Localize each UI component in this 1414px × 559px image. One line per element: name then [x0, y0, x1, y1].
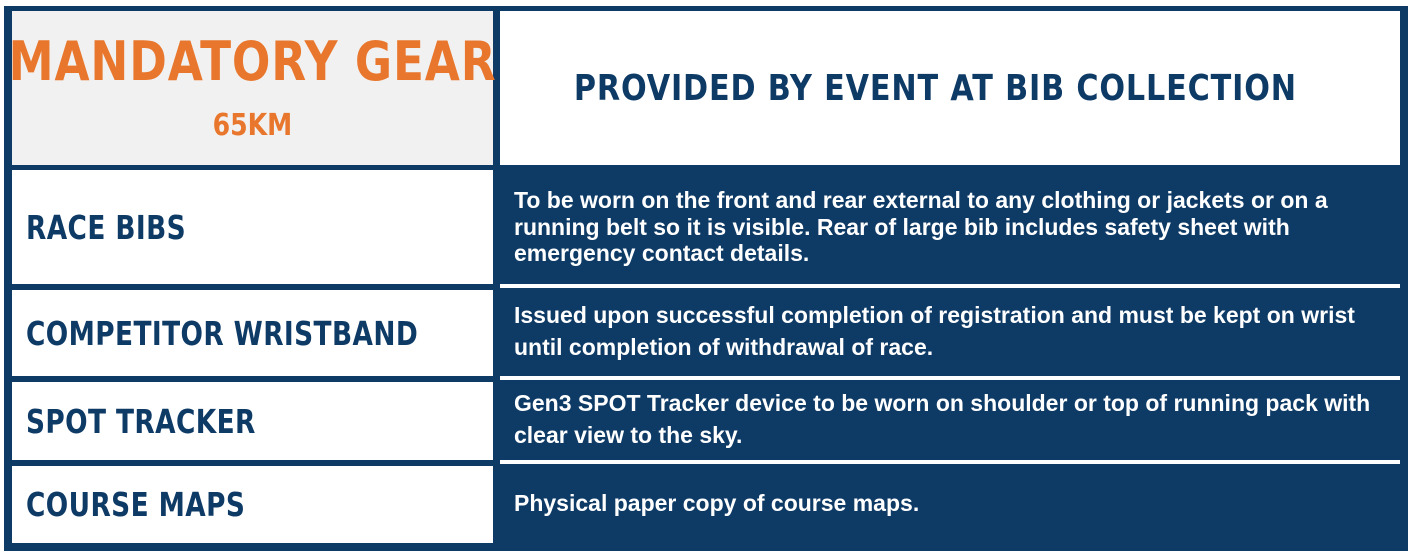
row-label-race-bibs	[12, 170, 493, 284]
row-desc-race-bibs	[500, 170, 1400, 284]
row-label-competitor-wristband	[12, 290, 493, 376]
item-description: Gen3 SPOT Tracker device to be worn on shoulder or top of running pack with clear view to the sky.	[514, 390, 1371, 448]
row-label-spot-tracker	[12, 382, 493, 460]
row-desc-spot-tracker	[500, 380, 1400, 460]
item-label: COMPETITOR WRISTBAND	[26, 313, 419, 353]
item-description: To be worn on the front and rear external to any clothing or jackets or on a running belt so it is visible. Rear of large bib includes safety sheet with emergency contact details.	[514, 186, 1328, 267]
mandatory-gear-header	[8, 11, 497, 165]
gear-table	[4, 6, 1408, 551]
distance-label: 65KM	[212, 108, 293, 143]
item-description: Physical paper copy of course maps.	[514, 490, 920, 517]
item-label: COURSE MAPS	[26, 485, 246, 524]
table-title: MANDATORY GEAR	[8, 30, 497, 93]
row-label-course-maps	[12, 466, 493, 543]
provided-header	[500, 11, 1400, 165]
row-desc-course-maps	[500, 464, 1400, 543]
item-label: RACE BIBS	[26, 207, 187, 247]
provided-heading: PROVIDED BY EVENT AT BIB COLLECTION	[573, 67, 1297, 109]
row-desc-competitor-wristband	[500, 288, 1400, 376]
item-label: SPOT TRACKER	[26, 401, 256, 441]
item-description: Issued upon successful completion of registration and must be kept on wrist until completion of withdrawal of race.	[514, 302, 1355, 360]
